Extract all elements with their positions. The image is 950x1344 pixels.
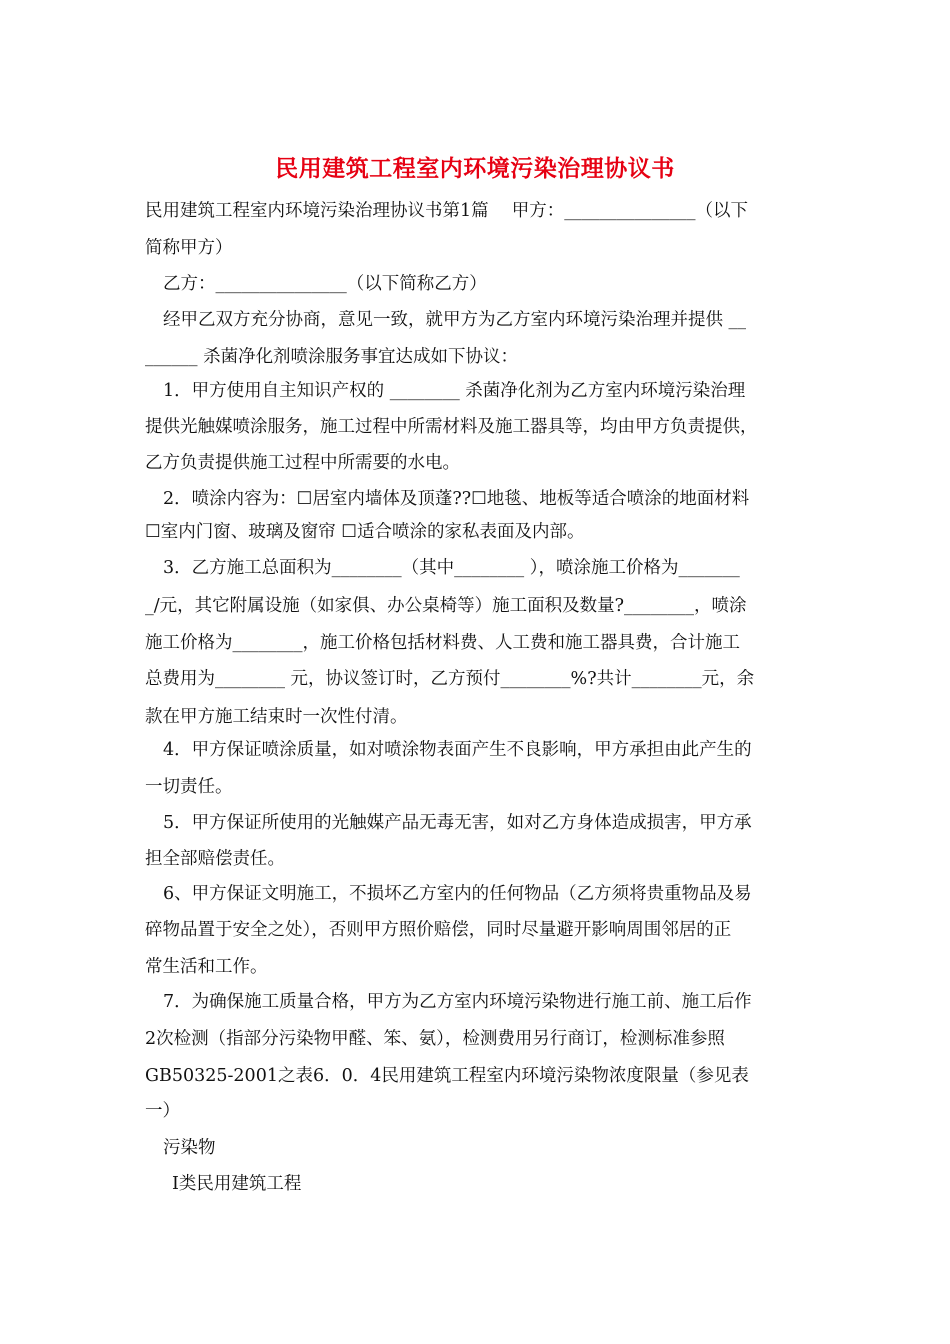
text-line: 常生活和工作。 bbox=[145, 957, 268, 977]
text-line: 4．甲方保证喷涂质量，如对喷涂物表面产生不良影响，甲方承担由此产生的 bbox=[163, 740, 752, 760]
text-line: Ⅰ类民用建筑工程 bbox=[172, 1174, 302, 1194]
text-line: 5．甲方保证所使用的光触媒产品无毒无害，如对乙方身体造成损害，甲方承 bbox=[163, 813, 752, 833]
text-line: 1．甲方使用自主知识产权的 ________ 杀菌净化剂为乙方室内环境污染治理 bbox=[163, 381, 746, 401]
text-line: 施工价格为________，施工价格包括材料费、人工费和施工器具费，合计施工 bbox=[145, 633, 740, 653]
text-line: _/元，其它附属设施（如家俱、办公桌椅等）施工面积及数量?________，喷涂 bbox=[145, 596, 747, 616]
text-line: 经甲乙双方充分协商，意见一致，就甲方为乙方室内环境污染治理并提供 __ bbox=[163, 310, 747, 330]
text-line: 简称甲方） bbox=[145, 238, 233, 258]
text-line: 一） bbox=[145, 1101, 180, 1121]
document-title: 民用建筑工程室内环境污染治理协议书 bbox=[275, 155, 675, 182]
text-line: ______ 杀菌净化剂喷涂服务事宜达成如下协议： bbox=[145, 347, 519, 367]
text-line: 碎物品置于安全之处），否则甲方照价赔偿，同时尽量避开影响周围邻居的正 bbox=[145, 920, 732, 940]
text-line: 民用建筑工程室内环境污染治理协议书第1篇 甲方：_______________（以下 bbox=[145, 201, 748, 221]
text-line: GB50325-2001之表6．0．4民用建筑工程室内环境污染物浓度限量（参见表 bbox=[145, 1066, 749, 1086]
text-line: ☐室内门窗、玻璃及窗帘 ☐适合喷涂的家私表面及内部。 bbox=[145, 522, 585, 542]
text-line: 2次检测（指部分污染物甲醛、笨、氨），检测费用另行商订，检测标准参照 bbox=[145, 1029, 725, 1049]
text-line: 3．乙方施工总面积为________（其中________ ），喷涂施工价格为_______ bbox=[163, 558, 740, 578]
text-line: 乙方负责提供施工过程中所需要的水电。 bbox=[145, 453, 460, 473]
text-line: 一切责任。 bbox=[145, 777, 233, 797]
text-line: 7．为确保施工质量合格，甲方为乙方室内环境污染物进行施工前、施工后作 bbox=[163, 992, 752, 1012]
text-line: 总费用为________ 元，协议签订时，乙方预付________%?共计________元，余 bbox=[145, 669, 755, 689]
text-line: 乙方：_______________（以下简称乙方） bbox=[163, 274, 487, 294]
text-line: 提供光触媒喷涂服务，施工过程中所需材料及施工器具等，均由甲方负责提供， bbox=[145, 417, 758, 437]
text-line: 6、甲方保证文明施工，不损坏乙方室内的任何物品（乙方须将贵重物品及易 bbox=[163, 884, 752, 904]
text-line: 2．喷涂内容为：☐居室内墙体及顶蓬??☐地毯、地板等适合喷涂的地面材料 bbox=[163, 489, 750, 509]
text-line: 担全部赔偿责任。 bbox=[145, 849, 285, 869]
text-line: 款在甲方施工结束时一次性付清。 bbox=[145, 707, 408, 727]
text-line: 污染物 bbox=[163, 1138, 216, 1158]
